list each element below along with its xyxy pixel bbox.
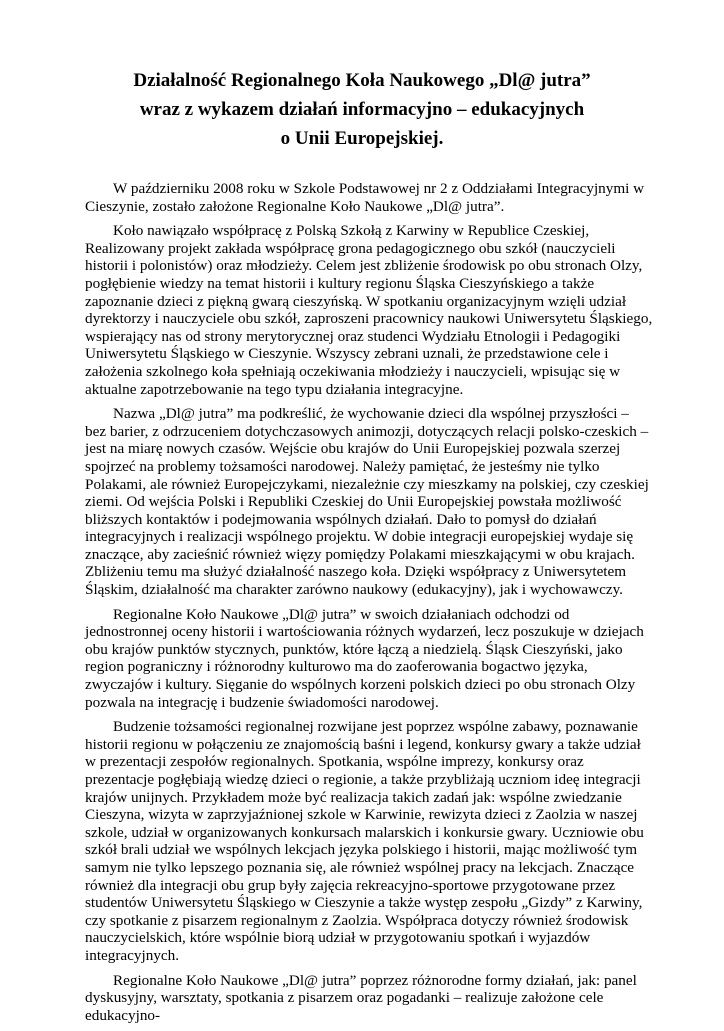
title-line-2: wraz z wykazem działań informacyjno – edukacyjnych (139, 99, 585, 120)
paragraph-2: Koło nawiązało współpracę z Polską Szkołą z Karwiny w Republice Czeskiej, Realizowany projekt zakłada współpracę grona pedagogicznego obu szkół (nauczycieli historii i polonistów) oraz młodzieży. Celem jest zbliżenie środowisk po obu stronach Olzy, pogłębienie wiedzy na temat historii i kultury regionu Śląska Cieszyńskiego a także zapoznanie dzieci z piękną gwarą cieszyńską. W spotkaniu organizacyjnym wzięli udział dyrektorzy i nauczyciele obu szkół, zaproszeni pracownicy naukowi Uniwersytetu Śląskiego, wspierający nas od strony merytorycznej oraz studenci Wydziału Etnologii i Pedagogiki Uniwersytetu Śląskiego w Cieszynie. Wszyscy zebrani uznali, że przedstawione cele i założenia szkolnego koła spełniają oczekiwania młodzieży i nauczycieli, wpisując się w aktualne zapotrzebowanie na tego typu działania integracyjne. (85, 222, 653, 398)
title-line-1: Działalność Regionalnego Koła Naukowego „Dl@ jutra” (133, 70, 591, 91)
paragraph-1: W październiku 2008 roku w Szkole Podstawowej nr 2 z Oddziałami Integracyjnymi w Cieszynie, zostało założone Regionalne Koło Naukowe „Dl@ jutra”. (85, 180, 645, 215)
paragraph-5: Budzenie tożsamości regionalnej rozwijane jest poprzez wspólne zabawy, poznawanie historii regionu w połączeniu ze znajomością baśni i legend, konkursy gwary a także udział w prezentacji zespołów regionalnych. Spotkania, wspólne imprezy, konkursy oraz prezentacje pogłębiają wiedzę dzieci o regionie, a także przybliżają uczniom ideę integracji krajów unijnych. Przykładem może być realizacja takich zadań jak: wspólne zwiedzanie Cieszyna, wizyta w zaprzyjaźnionej szkole w Karwinie, rewizyta dzieci z Zaolzia w naszej szkole, udział w organizowanych konkursach malarskich i konkursie gwary. Uczniowie obu szkół brali udział we wspólnych lekcjach języka polskiego i historii, mając możliwość tym samym nie tylko lepszego poznania się, ale również wspólnej pracy na lekcjach. Znaczące również dla integracji obu grup były zajęcia rekreacyjno-sportowe przygotowane przez studentów Uniwersytetu Śląskiego w Cieszynie a także występ zespołu „Gizdy” z Karwiny, czy spotkanie z pisarzem regionalnym z Zaolzia. Współpraca dotyczy również środowisk nauczycielskich, które wspólnie biorą udział w przygotowaniu spotkań i wyjazdów integracyjnych. (85, 718, 644, 964)
paragraph-3: Nazwa „Dl@ jutra” ma podkreślić, że wychowanie dzieci dla wspólnej przyszłości – bez barier, z odrzuceniem dotychczasowych animozji, dotyczących relacji polsko-czeskich – jest na miarę nowych czasów. Wejście obu krajów do Unii Europejskiej pozwala szerzej spojrzeć na problemy tożsamości narodowej. Należy pamiętać, że jesteśmy nie tylko Polakami, ale również Europejczykami, niezależnie czy mieszkamy na polskiej, czy czeskiej ziemi. Od wejścia Polski i Republiki Czeskiej do Unii Europejskiej powstała możliwość bliższych kontaktów i podejmowania wspólnych działań. Dało to pomysł do działań integracyjnych i realizacji wspólnego projektu. W dobie integracji europejskiej wydaje się znaczące, aby zacieśnić również więzy pomiędzy Polakami mieszkającymi w obu krajach. Zbliżeniu temu ma służyć działalność naszego koła. Dzięki współpracy z Uniwersytetem Śląskim, działalność ma charakter zarówno naukowy (edukacyjny), jak i wychowawczy. (85, 405, 649, 599)
document-title (60, 66, 664, 153)
document-body (85, 180, 653, 1031)
title-line-3: o Unii Europejskiej. (280, 128, 444, 149)
paragraph-6: Regionalne Koło Naukowe „Dl@ jutra” poprzez różnorodne formy działań, jak: panel dyskusyjny, warsztaty, spotkania z pisarzem oraz pogadanki – realizuje założone cele edukacyjno- (85, 971, 637, 1024)
paragraph-4: Regionalne Koło Naukowe „Dl@ jutra” w swoich działaniach odchodzi od jednostronnej oceny historii i wartościowania różnych wydarzeń, lecz poszukuje w dziejach obu krajów punktów stycznych, punktów, które łączą a niedzielą. Śląsk Cieszyński, jako region pograniczny i różnorodny kulturowo ma do zaoferowania bogactwo języka, zwyczajów i kultury. Sięganie do wspólnych korzeni polskich dzieci po obu stronach Olzy pozwala na integrację i budzenie świadomości narodowej. (85, 605, 644, 711)
